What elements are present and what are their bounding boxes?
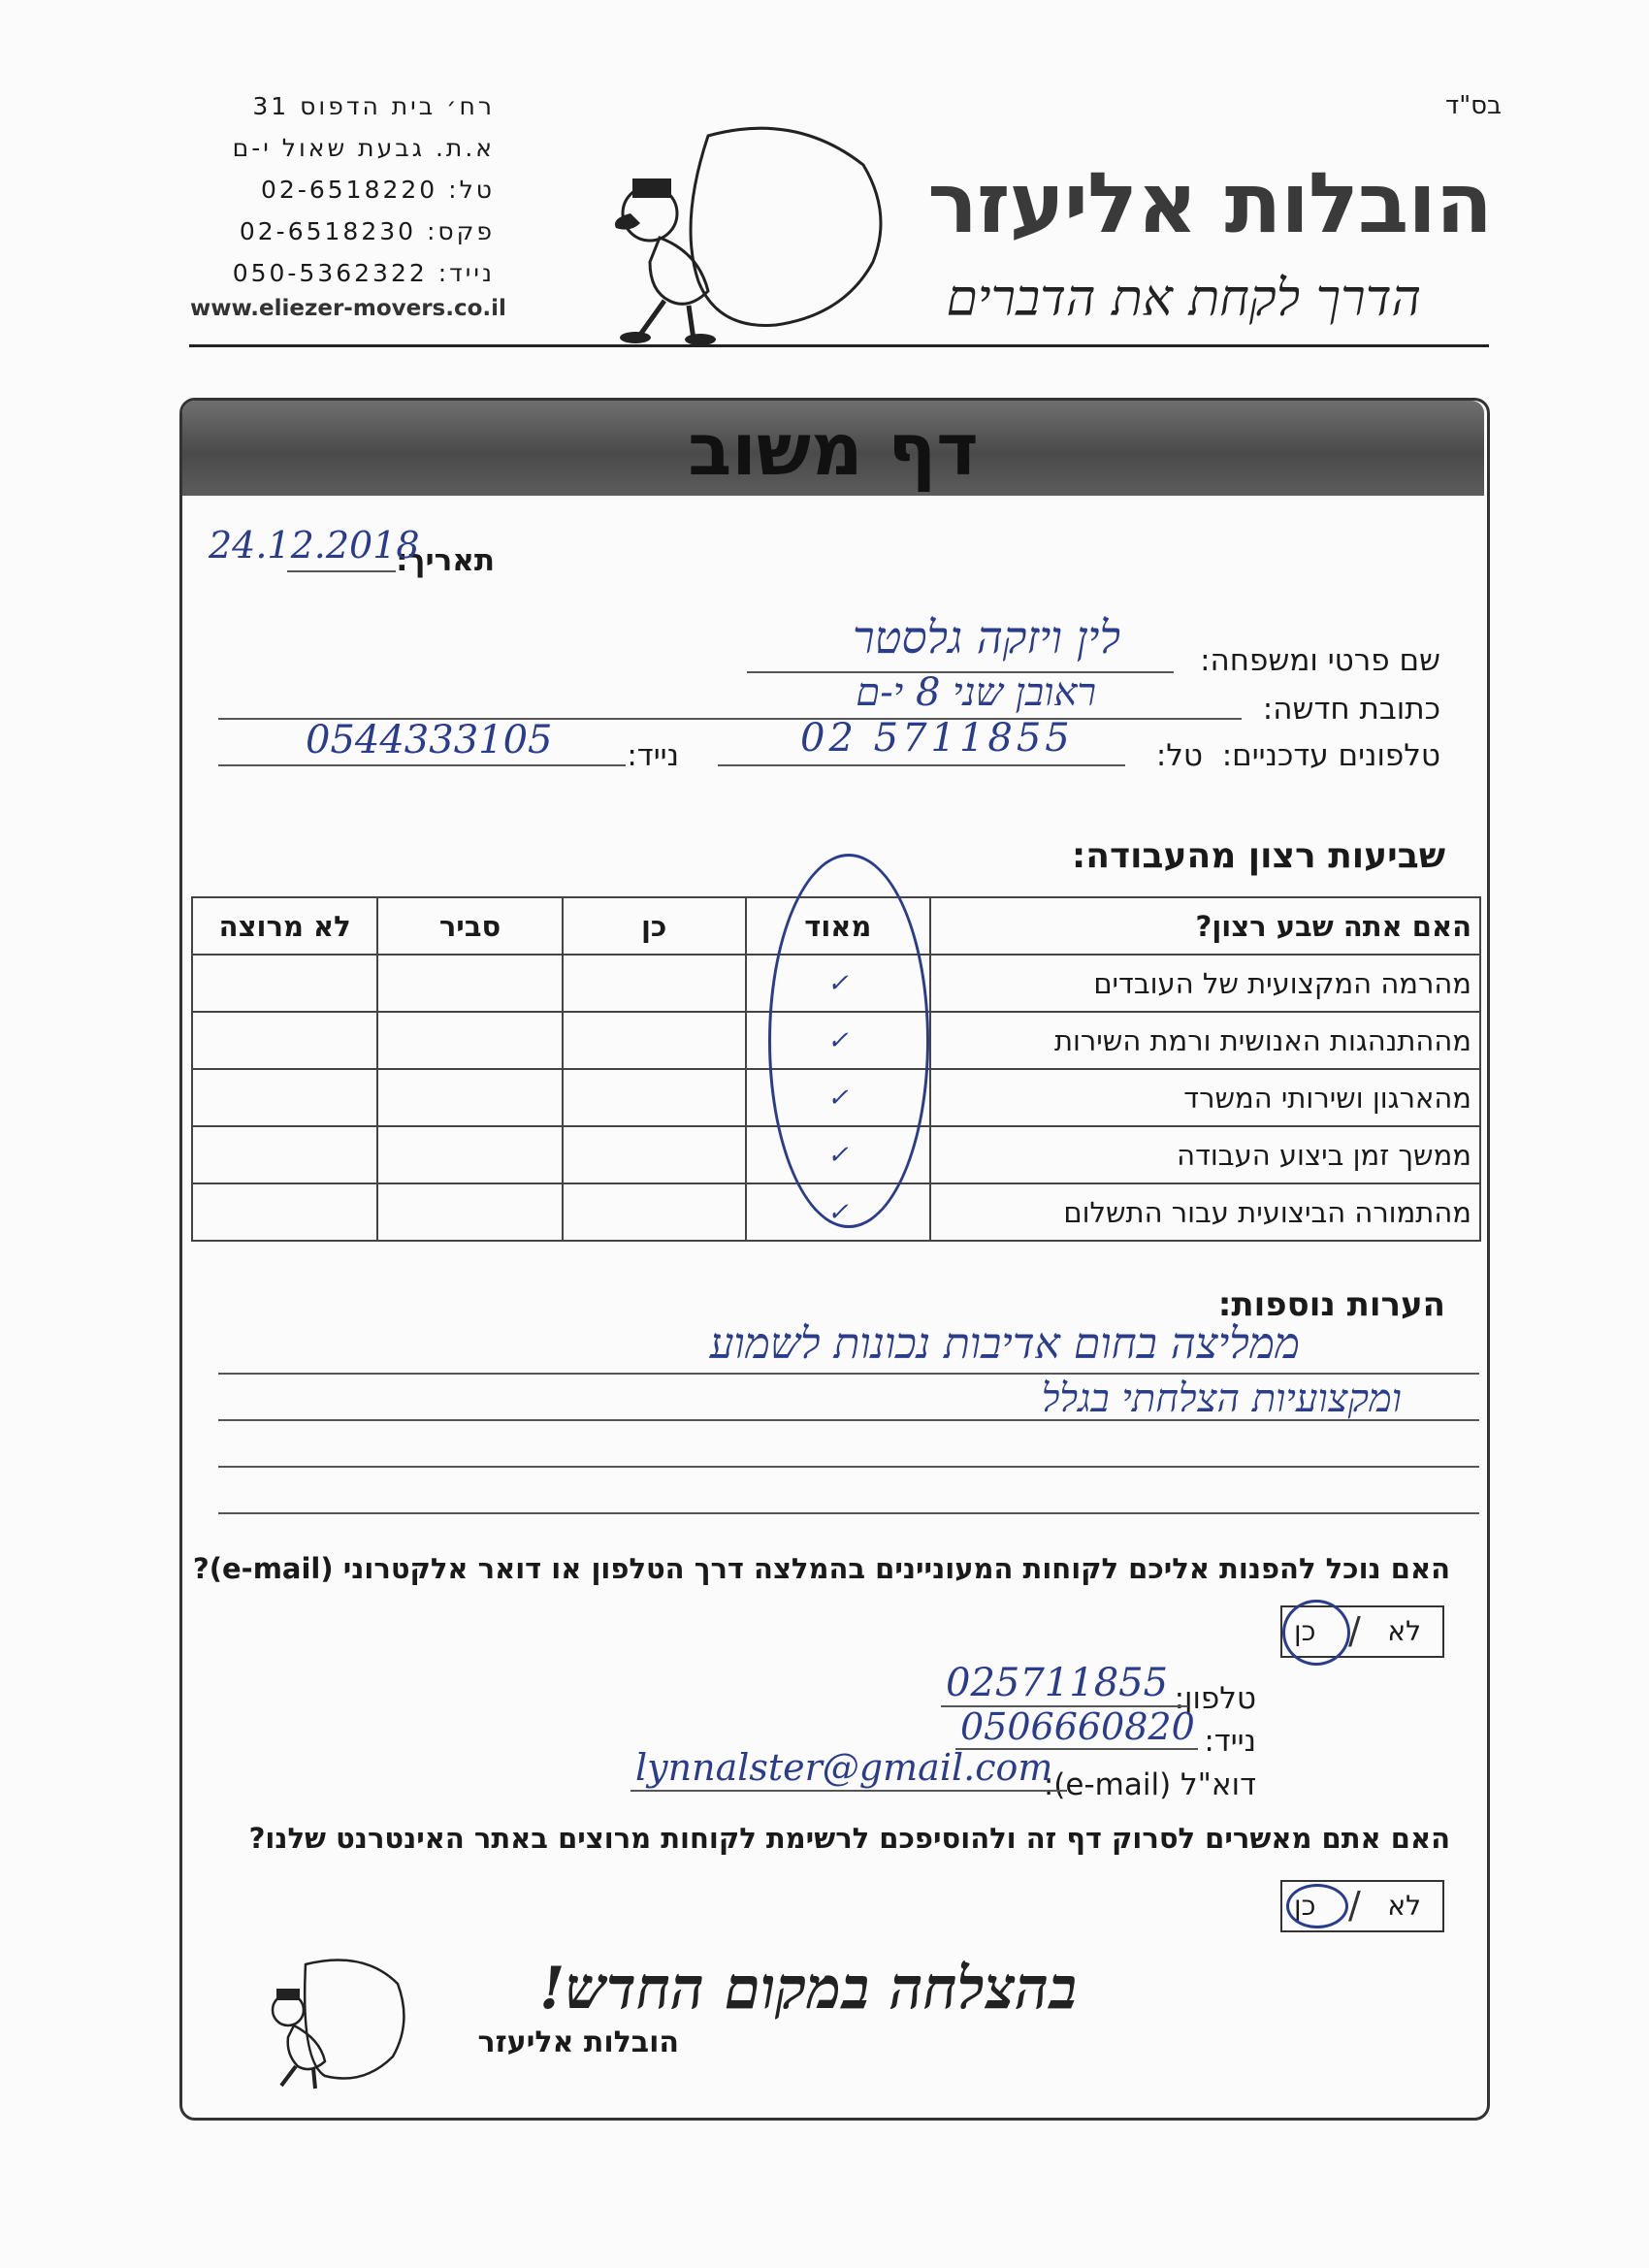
referral-phone-value[interactable]: 025711855: [946, 1661, 1169, 1705]
option-divider: /: [1348, 1609, 1361, 1652]
publish-no-option[interactable]: לא: [1387, 1890, 1421, 1922]
contact-phone: טל: 02-6518220: [261, 176, 495, 204]
company-name: הובלות אליעזר: [927, 155, 1492, 252]
comment-line-4: [218, 1512, 1479, 1514]
contact-fax: פקס: 02-6518230: [239, 217, 495, 245]
contact-area: א.ת. גבעת שאול י-ם: [232, 134, 495, 162]
footer-signature: הובלות אליעזר: [477, 2025, 679, 2059]
mover-mascot-logo: [572, 107, 883, 349]
referral-no-option[interactable]: לא: [1387, 1615, 1421, 1647]
tel-line: [718, 764, 1125, 766]
column-very: מאוד: [746, 897, 931, 955]
comment-text-1[interactable]: ממליצה בחום אדיבות נכונות לשמוע: [709, 1319, 1300, 1369]
form-title: דף משוב: [688, 408, 979, 492]
cell-unsatisfied[interactable]: [192, 1183, 377, 1241]
cell-reasonable[interactable]: [377, 955, 562, 1012]
cell-reasonable[interactable]: [377, 1126, 562, 1183]
very-column-circle: [768, 854, 929, 1228]
column-yes: כן: [563, 897, 746, 955]
cell-reasonable[interactable]: [377, 1069, 562, 1126]
bsd-mark: בס"ד: [1445, 91, 1503, 120]
referral-mobile-label: נייד:: [1204, 1724, 1256, 1759]
referral-email-label: דוא"ל (e-mail):: [1043, 1767, 1256, 1802]
comments-heading: הערות נוספות:: [1217, 1285, 1445, 1324]
referral-yes-no-box: [1280, 1605, 1444, 1658]
cell-unsatisfied[interactable]: [192, 1126, 377, 1183]
cell-very[interactable]: ✓: [746, 1012, 931, 1069]
row-question: מהארגון ושירותי המשרד: [930, 1069, 1480, 1126]
row-question: מהתמורה הביצועית עבור התשלום: [930, 1183, 1480, 1241]
cell-very[interactable]: ✓: [746, 1126, 931, 1183]
cell-yes[interactable]: [563, 1183, 746, 1241]
option-divider: /: [1348, 1884, 1361, 1927]
date-line: [287, 570, 396, 572]
contact-block: [184, 85, 495, 294]
publish-question: האם אתם מאשרים לסרוק דף זה ולהוסיפכם לרשימת לקוחות מרוצים באתר האינטרנט שלנו?: [248, 1822, 1450, 1855]
referral-yes-option[interactable]: כן: [1294, 1615, 1316, 1647]
cell-reasonable[interactable]: [377, 1012, 562, 1069]
cell-unsatisfied[interactable]: [192, 1012, 377, 1069]
header-divider: [189, 344, 1489, 347]
contact-mobile: נייד: 050-5362322: [232, 259, 495, 287]
cell-yes[interactable]: [563, 1126, 746, 1183]
name-value[interactable]: לין ויזקה גלסטר: [852, 611, 1120, 664]
address-value[interactable]: ראובן שני 8 י-ם: [856, 670, 1096, 715]
column-reasonable: סביר: [377, 897, 562, 955]
comment-line-1: [218, 1373, 1479, 1375]
referral-email-value[interactable]: lynnalster@gmail.com: [635, 1746, 1053, 1789]
title-banner: [182, 401, 1484, 496]
referral-phone-label: טלפון:: [1174, 1681, 1256, 1716]
phones-label: טלפונים עדכניים:: [1221, 738, 1440, 773]
cell-unsatisfied[interactable]: [192, 955, 377, 1012]
cell-yes[interactable]: [563, 1069, 746, 1126]
row-question: מההתנהגות האנושית ורמת השירות: [930, 1012, 1480, 1069]
referral-mobile-value[interactable]: 0506660820: [960, 1705, 1195, 1748]
comment-line-3: [218, 1466, 1479, 1468]
cell-very[interactable]: ✓: [746, 955, 931, 1012]
tel-label: טל:: [1155, 738, 1203, 773]
column-question: האם אתה שבע רצון?: [930, 897, 1480, 955]
mobile-value[interactable]: 0544333105: [306, 718, 553, 762]
date-label: תאריך:: [396, 543, 495, 578]
publish-yes-circle: [1286, 1884, 1348, 1928]
publish-yes-no-box: [1280, 1880, 1444, 1932]
cell-yes[interactable]: [563, 955, 746, 1012]
mobile-label: נייד:: [627, 738, 679, 773]
cell-very[interactable]: ✓: [746, 1069, 931, 1126]
name-label: שם פרטי ומשפחה:: [1200, 643, 1440, 678]
cell-yes[interactable]: [563, 1012, 746, 1069]
date-value[interactable]: 24.12.2018: [209, 524, 420, 567]
website-link: www.eliezer-movers.co.il: [190, 296, 506, 321]
comment-text-2[interactable]: ומקצועיות הצלחתי בגלל: [1041, 1377, 1402, 1421]
contact-address: רח׳ בית הדפוס 31: [252, 92, 495, 120]
row-question: ממשך זמן ביצוע העבודה: [930, 1126, 1480, 1183]
footer-greeting: בהצלחה במקום החדש!: [538, 1955, 1077, 2023]
publish-yes-option[interactable]: כן: [1294, 1890, 1316, 1922]
referral-yes-circle: [1282, 1600, 1350, 1666]
tel-value[interactable]: 02 5711855: [800, 716, 1074, 761]
satisfaction-heading: שביעות רצון מהעבודה:: [1071, 836, 1445, 876]
company-slogan: הדרך לקחת את הדברים: [946, 270, 1421, 328]
column-unsatisfied: לא מרוצה: [192, 897, 377, 955]
row-question: מהרמה המקצועית של העובדים: [930, 955, 1480, 1012]
address-label: כתובת חדשה:: [1262, 692, 1440, 727]
cell-unsatisfied[interactable]: [192, 1069, 377, 1126]
mover-mascot-small-logo: [247, 1950, 412, 2095]
mobile-line: [218, 764, 626, 766]
cell-very[interactable]: ✓: [746, 1183, 931, 1241]
cell-reasonable[interactable]: [377, 1183, 562, 1241]
referral-email-line: [630, 1790, 1067, 1792]
referral-question: האם נוכל להפנות אליכם לקוחות המעוניינים בהמלצה דרך הטלפון או דואר אלקטרוני (e-mail)?: [192, 1552, 1450, 1585]
